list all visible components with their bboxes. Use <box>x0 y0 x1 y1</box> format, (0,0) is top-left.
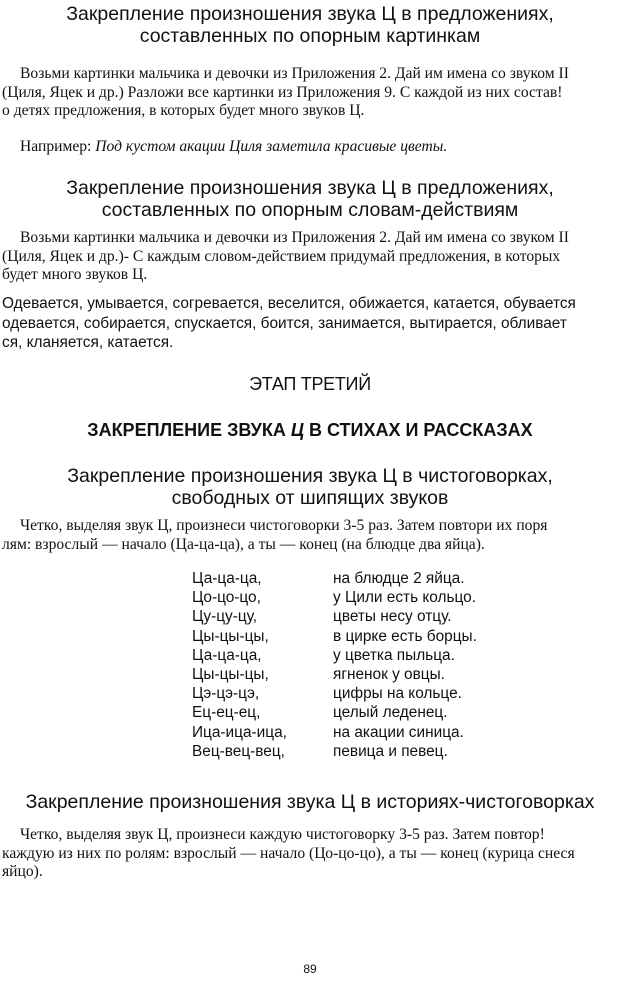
list-item <box>192 627 492 646</box>
twister-end: у цветка пыльца. <box>333 646 455 664</box>
twister-end: ягненок у овцы. <box>333 665 445 683</box>
para-line: (Циля, Яцек и др.)- С каждым словом-действием придумай предложения, в которых <box>2 247 561 265</box>
page-number: 89 <box>303 962 317 976</box>
twister-end: цветы несу отцу. <box>333 608 452 626</box>
para-line: яйцо). <box>2 863 43 880</box>
list-item <box>192 646 492 665</box>
paragraph-tongue-twisters <box>2 517 618 554</box>
list-item <box>192 723 492 742</box>
twister-end: певица и певец. <box>333 742 448 760</box>
section-title-stories: Закрепление произношения звука Ц в историях-чистоговорках <box>25 791 595 813</box>
words-line: одевается, собирается, спускается, боится, занимается, вытирается, обливает <box>2 314 567 332</box>
para-line: лям: взрослый — начало (Ца-ца-ца), а ты — конец (на блюдце два яйца). <box>2 535 485 553</box>
list-item <box>192 703 492 722</box>
twister-start: Цы-цы-цы, <box>192 627 269 645</box>
twister-start: Цэ-цэ-цэ, <box>192 685 260 703</box>
para-line <box>2 826 618 845</box>
section-title-actions <box>0 177 620 221</box>
para-line: каждую из них по ролям: взрослый — начало (Цо-цо-цо), а ты — конец (курица снеся <box>2 844 575 862</box>
para-line-text: Четко, выделяя звук Ц, произнеси чистоговорки 3-5 раз. Затем повтори их поря <box>20 517 548 534</box>
list-item <box>192 742 492 761</box>
paragraph-actions <box>2 229 618 285</box>
chapter-title-letter: Ц <box>290 420 304 440</box>
example-line <box>2 138 618 157</box>
twister-start: Ца-ца-ца, <box>192 646 262 664</box>
twister-start: Ица-ица-ица, <box>192 723 287 741</box>
twister-end: на блюдце 2 яйца. <box>333 570 465 587</box>
twister-start: Ец-ец-ец, <box>192 704 261 722</box>
para-line <box>2 517 618 536</box>
twister-end: цифры на кольце. <box>333 685 462 703</box>
title-line: Закрепление произношения звука Ц в предложениях, <box>66 177 554 199</box>
twister-start: Цу-цу-цу, <box>192 608 258 626</box>
list-item <box>192 684 492 703</box>
section-title-pictures <box>0 3 620 47</box>
title-line: свободных от шипящих звуков <box>171 487 449 509</box>
para-line-text: Четко, выделяя звук Ц, произнеси каждую чистоговорку 3-5 раз. Затем повтор! <box>20 826 545 843</box>
list-item <box>192 569 492 588</box>
paragraph-pictures <box>2 65 618 121</box>
para-line: будет много звуков Ц. <box>2 266 148 283</box>
tongue-twister-list <box>192 569 492 761</box>
twister-start: Цы-цы-цы, <box>192 665 269 683</box>
chapter-title-part: ЗАКРЕПЛЕНИЕ ЗВУКА <box>87 420 291 440</box>
stage-heading: ЭТАП ТРЕТИЙ <box>249 374 371 394</box>
action-words <box>2 294 618 353</box>
para-line-text: Возьми картинки мальчика и девочки из Приложения 2. Дай им имена со звуком II <box>20 65 569 82</box>
twister-start: Цо-цо-цо, <box>192 589 261 607</box>
list-item <box>192 588 492 607</box>
title-line: Закрепление произношения звука Ц в чистоговорках, <box>67 465 553 487</box>
twister-start: Вец-вец-вец, <box>192 742 285 760</box>
twister-end: в цирке есть борцы. <box>333 627 477 645</box>
example-text: Под кустом акации Циля заметила красивые цветы. <box>95 138 448 155</box>
list-item <box>192 607 492 626</box>
paragraph-stories <box>2 826 618 882</box>
chapter-title <box>0 419 620 441</box>
example-label: Например: <box>20 138 92 155</box>
para-line <box>2 65 618 84</box>
twister-end: целый леденец. <box>333 704 448 722</box>
title-line: составленных по опорным словам-действиям <box>101 199 519 221</box>
para-line: о детях предложения, в которых будет много звуков Ц. <box>2 102 365 119</box>
section-title-tongue-twisters <box>0 465 620 509</box>
twister-end: у Цили есть кольцо. <box>333 589 477 607</box>
chapter-title-part: В СТИХАХ И РАССКАЗАХ <box>304 420 533 440</box>
para-line <box>2 229 618 248</box>
twister-start: Ца-ца-ца, <box>192 570 262 587</box>
words-line: Одевается, умывается, согревается, веселится, обижается, катается, обувается <box>2 295 576 312</box>
words-line: ся, кланяется, катается. <box>2 334 174 351</box>
title-line: Закрепление произношения звука Ц в предложениях, <box>66 3 554 25</box>
list-item <box>192 665 492 684</box>
title-line: составленных по опорным картинкам <box>139 25 481 47</box>
para-line-text: Возьми картинки мальчика и девочки из Приложения 2. Дай им имена со звуком II <box>20 229 569 246</box>
para-line: (Циля, Яцек и др.) Разложи все картинки из Приложения 9. С каждой из них состав! <box>2 83 563 101</box>
twister-end: на акации синица. <box>333 723 464 741</box>
